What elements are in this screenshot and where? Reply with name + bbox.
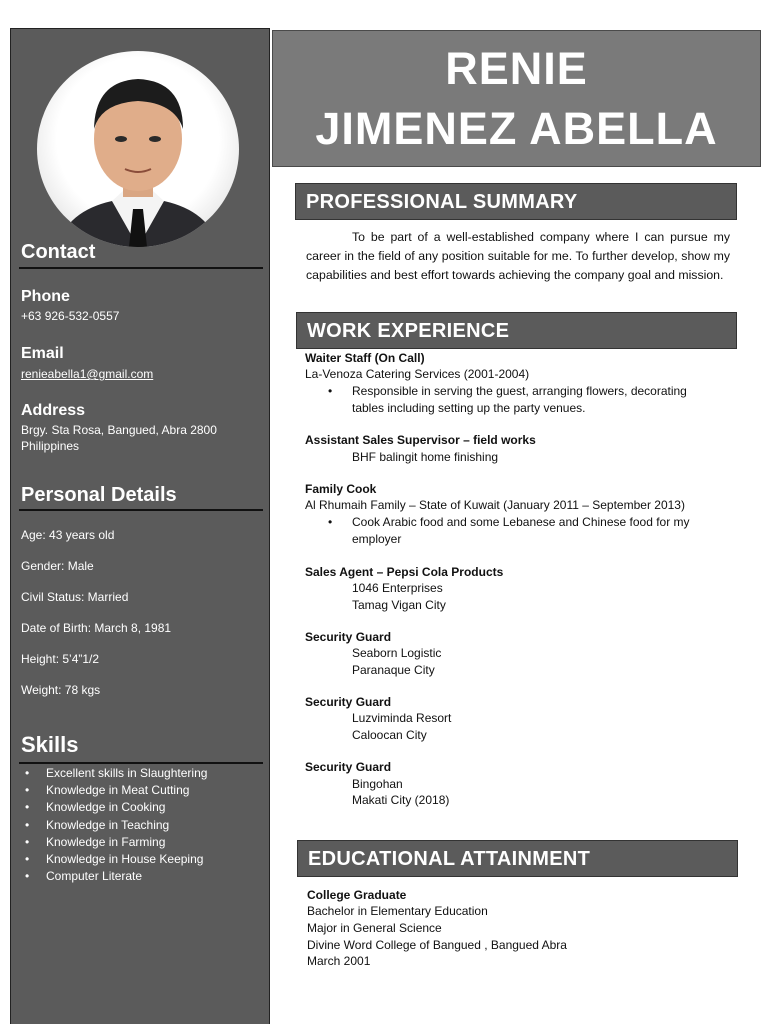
personal-details-divider bbox=[19, 509, 263, 511]
job-detail: Seaborn Logistic bbox=[352, 646, 442, 660]
job-title: Assistant Sales Supervisor – field works bbox=[305, 433, 536, 447]
first-name: RENIE bbox=[445, 43, 588, 94]
job-duty-line: tables including setting up the party venues. bbox=[352, 400, 586, 415]
name-header bbox=[272, 30, 761, 167]
skill-item: • Excellent skills in Slaughtering bbox=[25, 765, 207, 782]
personal-gender: Gender: Male bbox=[21, 559, 94, 573]
skill-item: • Knowledge in Teaching bbox=[25, 817, 207, 834]
education-date: March 2001 bbox=[307, 954, 371, 968]
skill-item: • Knowledge in Meat Cutting bbox=[25, 782, 207, 799]
bullet-icon: • bbox=[328, 384, 333, 398]
personal-age: Age: 43 years old bbox=[21, 528, 115, 542]
education-heading: EDUCATIONAL ATTAINMENT bbox=[297, 840, 738, 877]
education-level: College Graduate bbox=[307, 888, 407, 902]
job-title: Waiter Staff (On Call) bbox=[305, 351, 425, 365]
job-duty-bullet bbox=[328, 383, 687, 416]
skill-item: • Computer Literate bbox=[25, 868, 207, 885]
job-detail: Caloocan City bbox=[352, 728, 427, 742]
sidebar bbox=[10, 28, 270, 1024]
email-link[interactable]: renieabella1@gmail.com bbox=[21, 367, 154, 381]
education-degree: Bachelor in Elementary Education bbox=[307, 904, 488, 918]
work-experience-heading: WORK EXPERIENCE bbox=[296, 312, 737, 349]
bullet-icon: • bbox=[328, 515, 333, 529]
email-label: Email bbox=[21, 345, 64, 362]
person-silhouette-icon bbox=[37, 51, 239, 247]
profile-photo bbox=[37, 51, 239, 247]
job-detail: Luzviminda Resort bbox=[352, 711, 452, 725]
job-detail: Makati City (2018) bbox=[352, 793, 450, 807]
job-detail: 1046 Enterprises bbox=[352, 581, 443, 595]
address-line-2: Philippines bbox=[21, 439, 80, 453]
skills-list bbox=[25, 765, 207, 885]
job-title: Security Guard bbox=[305, 760, 392, 774]
job-detail: Tamag Vigan City bbox=[352, 598, 446, 612]
job-employer: La-Venoza Catering Services (2001-2004) bbox=[305, 367, 530, 381]
address-line-1: Brgy. Sta Rosa, Bangued, Abra 2800 bbox=[21, 423, 217, 437]
contact-divider bbox=[19, 267, 263, 269]
personal-date-of-birth: Date of Birth: March 8, 1981 bbox=[21, 621, 172, 635]
last-name: JIMENEZ ABELLA bbox=[315, 103, 718, 154]
job-detail: Bingohan bbox=[352, 777, 403, 791]
job-duty-line: employer bbox=[352, 531, 402, 546]
skill-item: • Knowledge in Farming bbox=[25, 834, 207, 851]
job-title: Security Guard bbox=[305, 695, 392, 709]
address-label: Address bbox=[21, 402, 86, 419]
job-duty-bullet bbox=[328, 514, 690, 547]
education-school: Divine Word College of Bangued , Bangued Abra bbox=[307, 938, 567, 952]
skills-divider bbox=[19, 762, 263, 764]
job-title: Security Guard bbox=[305, 630, 392, 644]
personal-civil-status: Civil Status: Married bbox=[21, 590, 129, 604]
skill-item: • Knowledge in House Keeping bbox=[25, 851, 207, 868]
job-title: Family Cook bbox=[305, 482, 377, 496]
summary-heading: PROFESSIONAL SUMMARY bbox=[295, 183, 737, 220]
job-employer: Al Rhumaih Family – State of Kuwait (January 2011 – September 2013) bbox=[305, 498, 685, 512]
job-duty-line: Responsible in serving the guest, arranging flowers, decorating bbox=[352, 384, 687, 398]
skills-heading: Skills bbox=[21, 732, 79, 757]
phone-value: +63 926-532-0557 bbox=[21, 309, 120, 323]
job-detail: BHF balingit home finishing bbox=[352, 450, 499, 464]
phone-label: Phone bbox=[21, 288, 70, 305]
summary-text: To be part of a well-established company where I can pursue my career in the field of any position suitable for me. To further develop, show my capabilities and best effort towards achieving the company goal and mission. bbox=[306, 230, 730, 282]
education-major: Major in General Science bbox=[307, 921, 442, 935]
personal-details-heading: Personal Details bbox=[21, 484, 177, 506]
contact-heading: Contact bbox=[21, 241, 96, 263]
personal-weight: Weight: 78 kgs bbox=[21, 683, 101, 697]
skill-item: • Knowledge in Cooking bbox=[25, 799, 207, 816]
job-detail: Paranaque City bbox=[352, 663, 435, 677]
personal-height: Height: 5’4”1/2 bbox=[21, 652, 100, 666]
job-title: Sales Agent – Pepsi Cola Products bbox=[305, 565, 504, 579]
job-duty-line: Cook Arabic food and some Lebanese and Chinese food for my bbox=[352, 515, 690, 529]
